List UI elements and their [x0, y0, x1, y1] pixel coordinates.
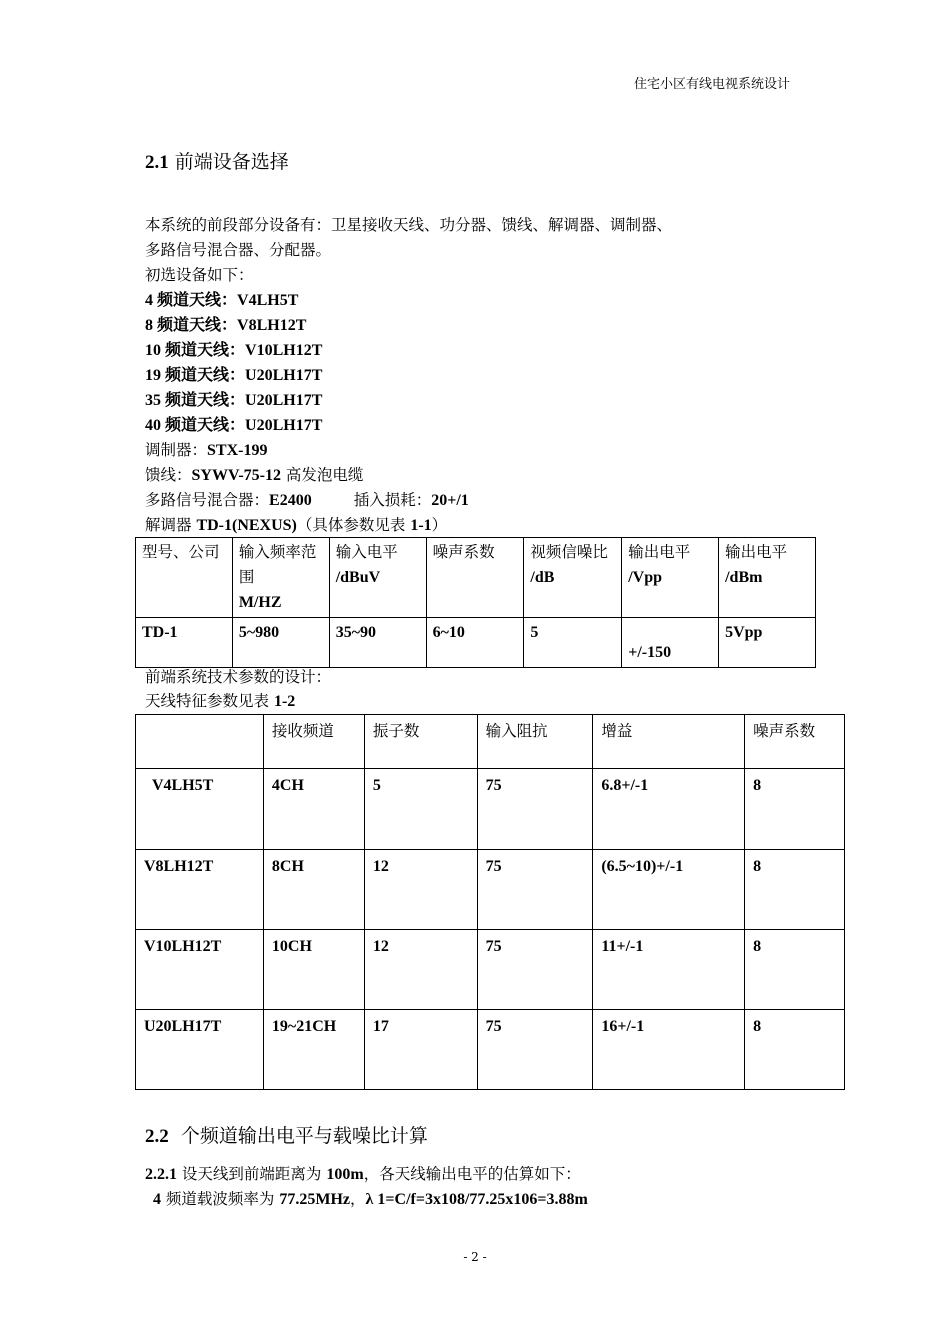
- wavelength-formula: λ 1=C/f=3x108/77.25x106=3.88m: [365, 1191, 588, 1208]
- distance-text: 设天线到前端距离为: [177, 1165, 327, 1183]
- cell-text: 75: [485, 858, 502, 875]
- table-header-row: [136, 715, 845, 769]
- cell-text: 75: [485, 1018, 502, 1035]
- table-row: [136, 850, 845, 930]
- table-header-cell: 增益: [593, 715, 745, 769]
- cell-text: 8: [753, 858, 762, 875]
- table-header-cell: [622, 538, 719, 618]
- cell-text: 8: [753, 938, 762, 955]
- cell-text: 6.8+/-1: [601, 777, 649, 794]
- page-header: 住宅小区有线电视系统设计: [633, 77, 790, 92]
- table-cell: [622, 618, 719, 668]
- antenna-ref-number: 1-2: [273, 693, 296, 710]
- table-header-cell: [136, 715, 264, 769]
- intro-paragraph-line3: 初选设备如下：: [145, 266, 254, 284]
- table-header-cell: 接收频道: [263, 715, 364, 769]
- table-cell: [593, 850, 745, 930]
- feeder-suffix: 高发泡电缆: [281, 466, 364, 484]
- table-cell: [745, 769, 845, 850]
- cell-text: 10CH: [271, 938, 312, 955]
- demod-close: ）: [431, 516, 448, 534]
- table-cell: [745, 1010, 845, 1090]
- cell-text: 4CH: [271, 777, 304, 794]
- table-header-cell: [232, 538, 329, 618]
- item-label: 调制器：: [145, 441, 208, 459]
- table-cell: [364, 769, 477, 850]
- cell-text: 12: [372, 938, 389, 955]
- header-text: 输入频率范围: [238, 543, 317, 586]
- carrier-frequency: 77.25MHz: [279, 1191, 351, 1208]
- demod-suffix: （具体参数见表: [296, 516, 411, 534]
- antenna-ref-line: [145, 689, 295, 714]
- table-cell: [263, 1010, 364, 1090]
- table-row: [136, 1010, 845, 1090]
- antenna-ref-text: 天线特征参数见表: [145, 692, 274, 710]
- header-text: 噪声系数: [432, 543, 495, 561]
- mixer-value: E2400: [269, 492, 312, 509]
- cell-text: 8CH: [271, 858, 304, 875]
- channel-number: 40 频道天线：: [145, 417, 246, 434]
- header-unit: M/HZ: [238, 594, 282, 611]
- cell-text: 12: [372, 858, 389, 875]
- table-row: [136, 930, 845, 1010]
- antenna-parameter-table: [135, 714, 845, 1090]
- header-text: 视频信噪比: [530, 543, 608, 561]
- equipment-item: [145, 313, 306, 338]
- table-header-cell: 输入阻抗: [477, 715, 593, 769]
- header-unit: /dBm: [725, 569, 763, 586]
- equipment-item: [145, 388, 322, 413]
- cell-text: 19~21CH: [271, 1018, 337, 1035]
- cell-text: 75: [485, 938, 502, 955]
- cell-text: +/-150: [628, 644, 672, 661]
- feeder-label: 馈线：: [145, 466, 192, 484]
- table-cell: [232, 618, 329, 668]
- demod-table-ref: 1-1: [410, 517, 432, 534]
- section-title: 前端设备选择: [174, 151, 289, 173]
- demod-label: 解调器: [145, 516, 197, 534]
- cell-text: (6.5~10)+/-1: [601, 858, 684, 875]
- channel-number: 10 频道天线：: [145, 342, 246, 359]
- equipment-item: [145, 413, 322, 438]
- cell-text: 17: [372, 1018, 389, 1035]
- cell-text: 8: [753, 777, 762, 794]
- cell-text: V10LH12T: [144, 938, 222, 955]
- item-value: U20LH17T: [245, 367, 323, 384]
- table-header-cell: [136, 538, 233, 618]
- intro-paragraph-line1: 本系统的前段部分设备有：卫星接收天线、功分器、馈线、解调器、调制器、: [145, 216, 673, 234]
- table-cell: [477, 1010, 593, 1090]
- table-cell: [745, 930, 845, 1010]
- table-cell: [263, 769, 364, 850]
- equipment-item: [145, 363, 322, 388]
- section-title: 个频道输出电平与载噪比计算: [180, 1125, 428, 1147]
- table-cell: [364, 850, 477, 930]
- item-value: U20LH17T: [245, 392, 323, 409]
- channel-number: 4 频道天线：: [145, 292, 238, 309]
- table-cell: [477, 930, 593, 1010]
- table-header-cell: [524, 538, 622, 618]
- item-value: V8LH12T: [237, 317, 307, 334]
- table-cell: [263, 850, 364, 930]
- cell-text: 8: [753, 1018, 762, 1035]
- cell-text: 5Vpp: [725, 624, 763, 641]
- table-cell: [136, 930, 264, 1010]
- cell-text: U20LH17T: [144, 1018, 222, 1035]
- table-cell: [263, 930, 364, 1010]
- table-row: [136, 769, 845, 850]
- table-header-cell: [329, 538, 426, 618]
- mixer-loss-label: 插入损耗：: [353, 491, 432, 509]
- table-cell: [745, 850, 845, 930]
- channel-number: 8 频道天线：: [145, 317, 238, 334]
- table-cell: [593, 1010, 745, 1090]
- table-header-cell: [719, 538, 816, 618]
- section-number: 2.1: [145, 152, 169, 173]
- header-text: 型号、公司: [142, 543, 220, 561]
- feeder-line: [145, 463, 363, 488]
- header-unit: /dBuV: [335, 569, 381, 586]
- header-text: 输入电平: [335, 543, 398, 561]
- table-cell: [426, 618, 524, 668]
- item-value: V4LH5T: [237, 292, 299, 309]
- demodulator-spec-table: [135, 537, 816, 668]
- cell-text: TD-1: [142, 624, 178, 641]
- table-header-cell: 振子数: [364, 715, 477, 769]
- table-cell: [593, 769, 745, 850]
- channel-number: 35 频道天线：: [145, 392, 246, 409]
- channel-number: 19 频道天线：: [145, 367, 246, 384]
- section-heading-2-1: [145, 147, 289, 174]
- table-cell: [136, 1010, 264, 1090]
- intro-paragraph-line2: 多路信号混合器、分配器。: [145, 241, 332, 259]
- table-cell: [136, 769, 264, 850]
- item-value: STX-199: [207, 442, 268, 459]
- cell-text: 5: [372, 777, 381, 794]
- header-text: 输出电平: [628, 543, 691, 561]
- frontend-design-line: 前端系统技术参数的设计：: [145, 668, 332, 686]
- table-cell: [329, 618, 426, 668]
- equipment-item: [145, 438, 267, 463]
- section-heading-2-2: [145, 1121, 428, 1148]
- table-cell: [136, 618, 233, 668]
- cell-text: V8LH12T: [144, 858, 214, 875]
- table-cell: [477, 769, 593, 850]
- distance-line: [145, 1162, 581, 1187]
- cell-text: 5~980: [238, 624, 280, 641]
- mixer-line: [145, 488, 469, 513]
- feeder-value: SYWV-75-12: [191, 467, 281, 484]
- mixer-label: 多路信号混合器：: [145, 491, 270, 509]
- demodulator-line: [145, 513, 447, 538]
- cell-text: V4LH5T: [152, 777, 214, 794]
- header-text: 输出电平: [725, 543, 788, 561]
- cell-text: 11+/-1: [601, 938, 644, 955]
- wavelength-line: [153, 1187, 588, 1212]
- page-number: - 2 -: [463, 1250, 487, 1264]
- distance-suffix: ，各天线输出电平的估算如下：: [363, 1165, 581, 1183]
- cell-text: 5: [530, 624, 539, 641]
- equipment-item: [145, 288, 298, 313]
- table-cell: [364, 930, 477, 1010]
- table-row: [136, 618, 816, 668]
- item-value: U20LH17T: [245, 417, 323, 434]
- channel-number: 4: [153, 1191, 161, 1208]
- carrier-text: 频道载波频率为: [161, 1190, 280, 1208]
- table-cell: [524, 618, 622, 668]
- table-cell: [364, 1010, 477, 1090]
- table-header-cell: 噪声系数: [745, 715, 845, 769]
- distance-value: 100m: [326, 1166, 364, 1183]
- table-cell: [719, 618, 816, 668]
- table-header-cell: [426, 538, 524, 618]
- table-cell: [593, 930, 745, 1010]
- cell-text: 35~90: [335, 624, 377, 641]
- table-cell: [477, 850, 593, 930]
- cell-text: 6~10: [432, 624, 465, 641]
- mixer-loss-value: 20+/1: [431, 492, 469, 509]
- section-number: 2.2: [145, 1126, 169, 1147]
- subsection-number: 2.2.1: [145, 1166, 177, 1183]
- item-value: V10LH12T: [245, 342, 323, 359]
- cell-text: 75: [485, 777, 502, 794]
- separator: ，: [350, 1190, 366, 1208]
- equipment-item: [145, 338, 322, 363]
- header-unit: /Vpp: [628, 569, 663, 586]
- table-header-row: [136, 538, 816, 618]
- cell-text: 16+/-1: [601, 1018, 645, 1035]
- table-cell: [136, 850, 264, 930]
- demod-value: TD-1(NEXUS): [196, 517, 297, 534]
- header-unit: /dB: [530, 569, 555, 586]
